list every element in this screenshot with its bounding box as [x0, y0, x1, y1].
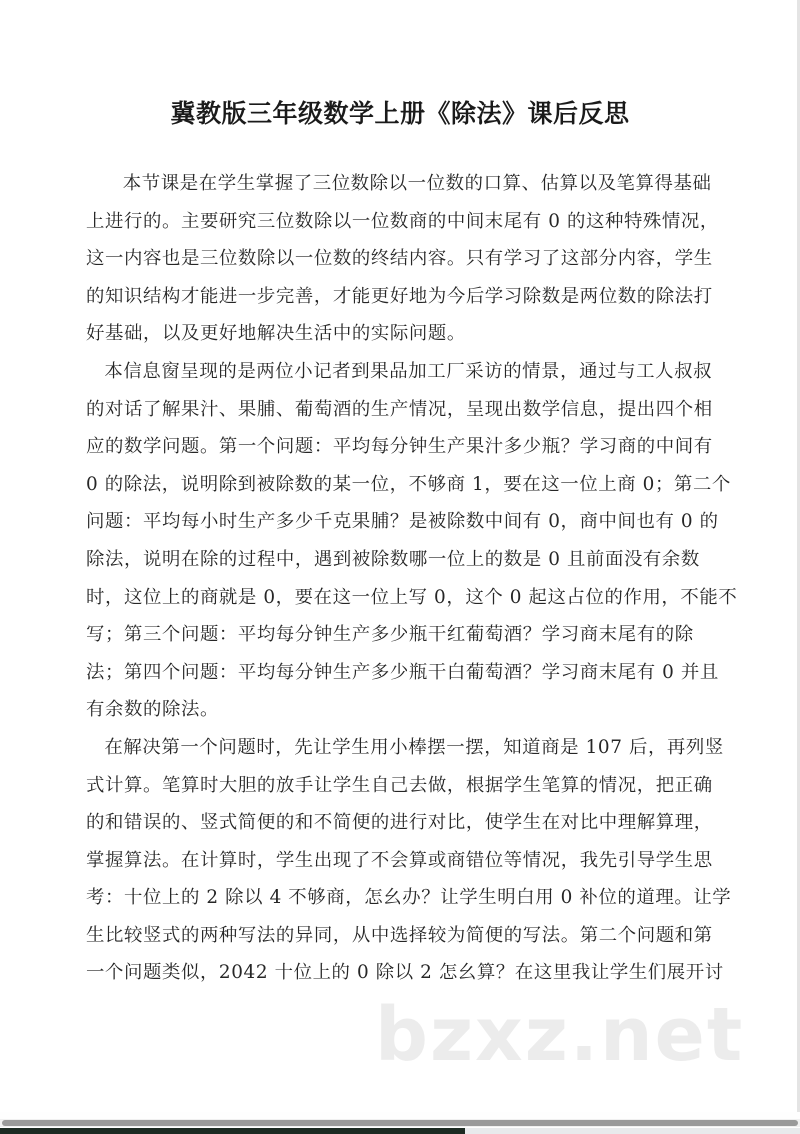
horizontal-scrollbar[interactable]	[0, 1119, 800, 1127]
paragraph-3	[86, 729, 732, 992]
document-body	[86, 165, 738, 992]
text-line: 的对话了解果汁、果脯、葡萄酒的生产情况，呈现出数学信息，提出四个相	[86, 398, 713, 420]
text-line: 这一内容也是三位数除以一位数的终结内容。只有学习了这部分内容，学生	[86, 248, 713, 270]
taskbar-panel	[465, 1128, 800, 1134]
paragraph-2	[86, 353, 738, 729]
text-line: 除法，说明在除的过程中，遇到被除数哪一位上的数是 0 且前面没有余数	[86, 548, 700, 570]
text-line: 掌握算法。在计算时，学生出现了不会算或商错位等情况，我先引导学生思	[86, 849, 713, 871]
text-line: 的和错误的、竖式简便的和不简便的进行对比，使学生在对比中理解算理，	[86, 812, 713, 834]
taskbar-strip	[0, 1128, 800, 1134]
text-line: 式计算。笔算时大胆的放手让学生自己去做，根据学生笔算的情况，把正确	[86, 774, 713, 796]
document-title: 冀教版三年级数学上册《除法》课后反思	[170, 99, 630, 128]
paragraph-1	[86, 165, 719, 353]
text-line: 应的数学问题。第一个问题：平均每分钟生产果汁多少瓶？学习商的中间有	[86, 436, 713, 458]
text-line: 在解决第一个问题时，先让学生用小棒摆一摆，知道商是 107 后，再列竖	[104, 736, 724, 758]
text-line: 生比较竖式的两种写法的异同，从中选择较为简便的写法。第二个问题和第	[86, 924, 713, 946]
text-line: 的知识结构才能进一步完善，才能更好地为今后学习除数是两位数的除法打	[86, 285, 713, 307]
text-line: 上进行的。主要研究三位数除以一位数商的中间末尾有 0 的这种特殊情况，	[86, 210, 719, 232]
text-line: 考：十位上的 2 除以 4 不够商，怎幺办？让学生明白用 0 补位的道理。让学	[86, 887, 732, 909]
text-line: 本节课是在学生掌握了三位数除以一位数的口算、估算以及笔算得基础	[122, 173, 712, 194]
watermark: bzxz.net	[375, 992, 745, 1078]
text-line: 法；第四个问题：平均每分钟生产多少瓶干白葡萄酒？学习商末尾有 0 并且	[86, 661, 719, 683]
text-line: 本信息窗呈现的是两位小记者到果品加工厂采访的情景，通过与工人叔叔	[104, 360, 713, 382]
text-line: 有余数的除法。	[86, 699, 219, 721]
text-line: 写；第三个问题：平均每分钟生产多少瓶干红葡萄酒？学习商末尾有的除	[86, 624, 694, 646]
horizontal-scrollbar-thumb[interactable]	[2, 1120, 798, 1126]
text-line: 问题：平均每小时生产多少千克果脯？是被除数中间有 0，商中间也有 0 的	[86, 511, 719, 533]
text-line: 一个问题类似，2042 十位上的 0 除以 2 怎幺算？在这里我让学生们展开讨	[86, 962, 724, 984]
text-line: 0 的除法，说明除到被除数的某一位，不够商 1，要在这一位上商 0；第二个	[86, 473, 731, 495]
text-line: 时，这位上的商就是 0，要在这一位上写 0，这个 0 起这占位的作用，不能不	[86, 586, 738, 608]
text-line: 好基础，以及更好地解决生活中的实际问题。	[86, 323, 466, 345]
